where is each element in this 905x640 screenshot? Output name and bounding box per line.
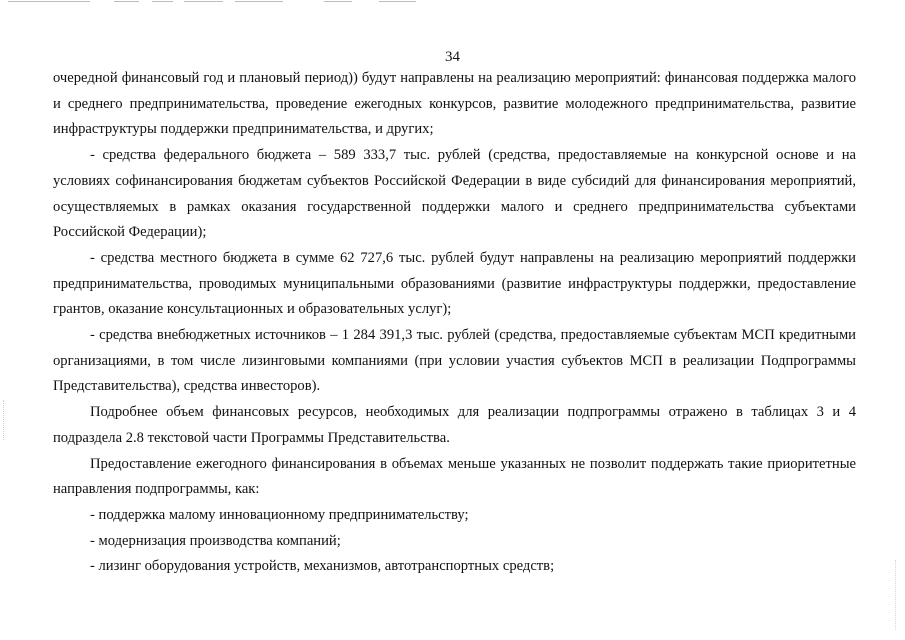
page-number: 34 (445, 49, 460, 65)
paragraph-local-budget: - средства местного бюджета в сумме 62 727,6 тыс. рублей будут направлены на реализацию мероприятий поддержки предпринимательства, проводимых муниципальными образованиями (развитие инфраструктуры поддержки, предоставление грантов, оказание консультационных и образовательных услуг); (53, 249, 856, 318)
paragraph-funding-priorities: Предоставление ежегодного финансирования в объемах меньше указанных не позволит поддержать такие приоритетные направления подпрограммы, как: (53, 455, 856, 498)
paragraph-extra-budget-sources: - средства внебюджетных источников – 1 284 391,3 тыс. рублей (средства, предоставляемые субъектам МСП кредитными организациями, в том числе лизинговыми компаниями (при условии участия субъектов МСП в реализации Подпрограммы Представительства), средства инвесторов). (53, 327, 856, 395)
list-item-equipment-leasing: - лизинг оборудования устройств, механизмов, автотранспортных средств; (90, 558, 555, 575)
list-item-production-modernization: - модернизация производства компаний; (90, 532, 341, 549)
list-item-innovation-support: - поддержка малому инновационному предпринимательству; (90, 506, 469, 523)
right-scan-edge (895, 560, 897, 630)
paragraph-continuation: очередной финансовый год и плановый период)) будут направлены на реализацию мероприятий: финансовая поддержка малого и среднего предпринимательства, проведение ежегодных конкурсов, развитие молодежного предпринимательства, развитие инфраструктуры поддержки предпринимательства, и других; (53, 70, 856, 138)
paragraph-federal-budget: - средства федерального бюджета – 589 333,7 тыс. рублей (средства, предоставляемые на конкурсной основе и на условиях софинансирования бюджетам субъектов Российской Федерации в виде субсидий для финансирования мероприятий, осуществляемых в рамках оказания государственной поддержки малого и среднего предпринимательства субъектами Российской Федерации); (53, 147, 856, 241)
scan-artifacts (0, 0, 905, 8)
document-body (53, 66, 856, 580)
paragraph-financial-resources: Подробнее объем финансовых ресурсов, необходимых для реализации подпрограммы отражено в таблицах 3 и 4 подраздела 2.8 текстовой части Программы Представительства. (53, 404, 856, 446)
left-scan-edge (3, 400, 5, 440)
